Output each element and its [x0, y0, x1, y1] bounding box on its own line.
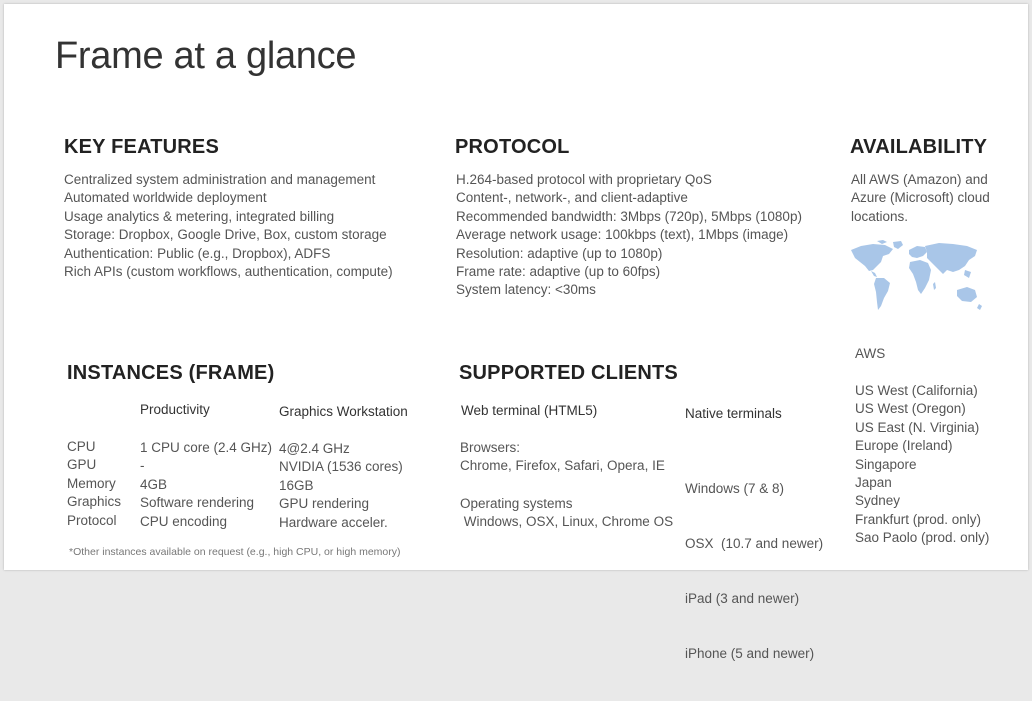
- row-label: Graphics: [67, 494, 122, 510]
- availability-line: Azure (Microsoft) cloud: [851, 190, 990, 206]
- availability-line: locations.: [851, 208, 909, 224]
- availability-line: All AWS (Amazon) and: [851, 172, 988, 187]
- list-item: iPad (3 and newer): [685, 591, 800, 607]
- productivity-column-header: Productivity: [140, 402, 210, 417]
- slide: [4, 4, 1028, 662]
- key-features-list: [64, 171, 393, 281]
- slide-title: Frame at a glance: [55, 35, 357, 77]
- browsers-label: Browsers:: [460, 440, 521, 455]
- list-item: Frankfurt (prod. only): [855, 511, 982, 527]
- list-item: Windows (7 & 8): [685, 480, 785, 496]
- list-item: H.264-based protocol with proprietary QoS: [456, 172, 712, 187]
- table-cell: NVIDIA (1536 cores): [279, 459, 403, 475]
- table-cell: 1 CPU core (2.4 GHz): [140, 440, 273, 455]
- table-cell: -: [140, 458, 145, 474]
- availability-heading: AVAILABILITY: [850, 136, 988, 158]
- list-item: Automated worldwide deployment: [64, 190, 267, 206]
- list-item: US West (Oregon): [855, 401, 966, 417]
- table-cell: 4@2.4 GHz: [279, 441, 350, 456]
- os-label: Operating systems: [460, 496, 573, 511]
- web-terminal-header: Web terminal (HTML5): [461, 403, 598, 418]
- list-item: Japan: [855, 475, 892, 491]
- browsers-list: Chrome, Firefox, Safari, Opera, IE: [460, 458, 665, 474]
- table-cell: GPU rendering: [279, 496, 370, 512]
- table-cell: 16GB: [279, 477, 314, 493]
- table-cell: Hardware acceler.: [279, 514, 388, 530]
- native-terminals-header: Native terminals: [685, 406, 782, 421]
- web-terminal-browsers: [460, 439, 665, 476]
- list-item: Centralized system administration and management: [64, 172, 376, 187]
- row-label: Protocol: [67, 512, 117, 528]
- row-label: GPU: [67, 457, 97, 473]
- list-item: System latency: <30ms: [456, 282, 596, 298]
- aws-regions-list: [855, 382, 989, 548]
- list-item: Singapore: [855, 456, 917, 472]
- instances-heading: INSTANCES (FRAME): [67, 362, 275, 384]
- graphics-workstation-column-header: Graphics Workstation: [279, 404, 408, 419]
- protocol-list: [456, 171, 802, 300]
- table-cell: 4GB: [140, 476, 168, 492]
- key-features-heading: KEY FEATURES: [64, 136, 220, 158]
- web-terminal-os: [460, 495, 673, 532]
- list-item: Average network usage: 100kbps (text), 1Mbps (image): [456, 227, 789, 243]
- list-item: Usage analytics & metering, integrated billing: [64, 208, 335, 224]
- list-item: OSX (10.7 and newer): [685, 536, 824, 552]
- instances-footnote: *Other instances available on request (e.g., high CPU, or high memory): [69, 546, 401, 558]
- list-item: Frame rate: adaptive (up to 60fps): [456, 264, 661, 280]
- table-cell: Software rendering: [140, 495, 255, 511]
- list-item: Sydney: [855, 493, 901, 509]
- productivity-values: [140, 439, 272, 531]
- list-item: Content-, network-, and client-adaptive: [456, 190, 688, 206]
- list-item: Resolution: adaptive (up to 1080p): [456, 245, 663, 261]
- native-terminals-list: [685, 443, 823, 701]
- list-item: US West (California): [855, 383, 978, 398]
- availability-text: [851, 171, 990, 226]
- list-item: Sao Paolo (prod. only): [855, 530, 990, 546]
- list-item: Authentication: Public (e.g., Dropbox), ADFS: [64, 245, 331, 261]
- aws-label: AWS: [855, 346, 886, 361]
- instances-row-labels: [67, 438, 121, 530]
- graphics-workstation-values: [279, 440, 403, 532]
- row-label: CPU: [67, 439, 96, 454]
- table-cell: CPU encoding: [140, 513, 228, 529]
- list-item: iPhone (5 and newer): [685, 646, 815, 662]
- protocol-heading: PROTOCOL: [455, 136, 570, 158]
- row-label: Memory: [67, 475, 116, 491]
- list-item: Rich APIs (custom workflows, authentication, compute): [64, 264, 393, 280]
- world-map-icon: [849, 240, 983, 318]
- supported-clients-heading: SUPPORTED CLIENTS: [459, 362, 678, 384]
- list-item: US East (N. Virginia): [855, 419, 980, 435]
- list-item: Storage: Dropbox, Google Drive, Box, custom storage: [64, 227, 387, 243]
- os-list: Windows, OSX, Linux, Chrome OS: [460, 514, 674, 530]
- list-item: Recommended bandwidth: 3Mbps (720p), 5Mbps (1080p): [456, 208, 802, 224]
- list-item: Europe (Ireland): [855, 438, 953, 454]
